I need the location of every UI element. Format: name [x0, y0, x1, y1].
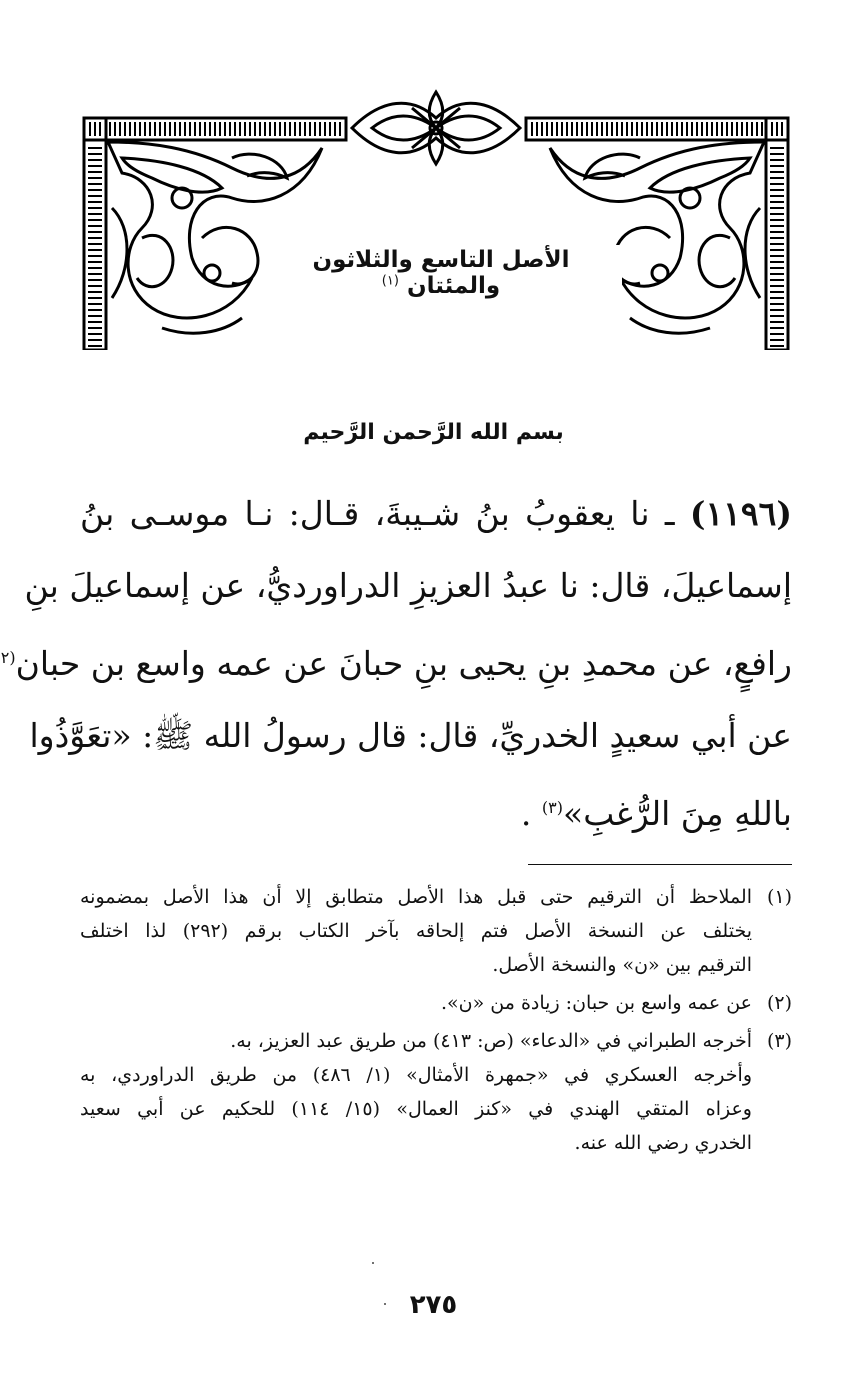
- footnotes: [80, 880, 792, 1164]
- hadith-line-5-text: باللهِ مِنَ الرُّغبِ»: [563, 794, 792, 833]
- footnote-line: الخدري رضي الله عنه.: [574, 1132, 752, 1154]
- hadith-line-1-text: ـ نا يعقوبُ بنُ شـيبةَ، قـال: نـا موسـى بنُ: [80, 494, 675, 533]
- basmala: بسم الله الرَّحمن الرَّحيم: [303, 420, 564, 445]
- footnote-ref-2: (٢: [0, 648, 16, 667]
- footnote-1: [80, 880, 792, 982]
- hadith-period: .: [520, 794, 532, 833]
- footnote-number: (٣): [766, 1030, 792, 1052]
- footnote-line: وعزاه المتقي الهندي في «كنز العمال» (١٥/ ١١٤) للحكيم عن أبي سعيد: [80, 1098, 752, 1120]
- hadith-line-2: إسماعيلَ، قال: نا عبدُ العزيزِ الدراورديُّ، عن إسماعيلَ بنِ: [24, 566, 792, 605]
- footnote-2: [80, 986, 792, 1020]
- footnote-number: (٢): [766, 992, 792, 1014]
- footnote-line: أخرجه الطبراني في «الدعاء» (ص: ٤١٣) من طريق عبد العزيز، به.: [230, 1030, 752, 1052]
- hadith-line-3-text: رافعٍ، عن محمدِ بنِ يحيى بنِ حبانَ عن عمه واسع بن حبان: [15, 644, 792, 683]
- hadith-text: [0, 478, 792, 850]
- footnote-line: عن عمه واسع بن حبان: زيادة من «ن».: [441, 992, 752, 1014]
- chapter-title: [260, 245, 622, 301]
- hadith-number: (١١٩٦): [689, 494, 792, 533]
- speck: [372, 1262, 374, 1264]
- footnote-body: [80, 880, 752, 982]
- hadith-line-3: [0, 622, 792, 700]
- footnote-body: [80, 986, 752, 1020]
- chapter-footnote-ref: (١): [381, 273, 399, 289]
- footnote-number: (١): [766, 886, 792, 908]
- footnote-ref-3: (٣): [541, 798, 564, 817]
- footnote-line: الترقيم بين «ن» والنسخة الأصل.: [492, 954, 752, 976]
- footnote-body: [80, 1024, 752, 1160]
- footnote-line: وأخرجه العسكري في «جمهرة الأمثال» (١/ ٤٨٦) من طريق الدراوردي، به: [80, 1064, 752, 1086]
- footnote-line: الملاحظ أن الترقيم حتى قبل هذا الأصل متطابق إلا أن هذا الأصل بمضمونه: [80, 886, 752, 908]
- footnote-line: يختلف عن النسخة الأصل فتم إلحاقه بآخر الكتاب برقم (٢٩٢) لذا اختلف: [80, 920, 753, 942]
- footnote-3: [80, 1024, 792, 1160]
- arabesque-frame-icon: [82, 88, 790, 350]
- page-number: ٢٧٥: [409, 1290, 458, 1320]
- chapter-header-ornament: [82, 88, 790, 350]
- hadith-line-4: عن أبي سعيدٍ الخدريِّ، قال: قال رسولُ الله ﷺ: «تعَوَّذُوا: [29, 716, 792, 755]
- hadith-line-1: [80, 478, 792, 550]
- chapter-title-text: الأصل التاسع والثلاثون والمئتان: [312, 247, 570, 299]
- footnote-separator: [528, 864, 792, 865]
- hadith-line-5: [80, 772, 792, 850]
- speck: [384, 1303, 386, 1305]
